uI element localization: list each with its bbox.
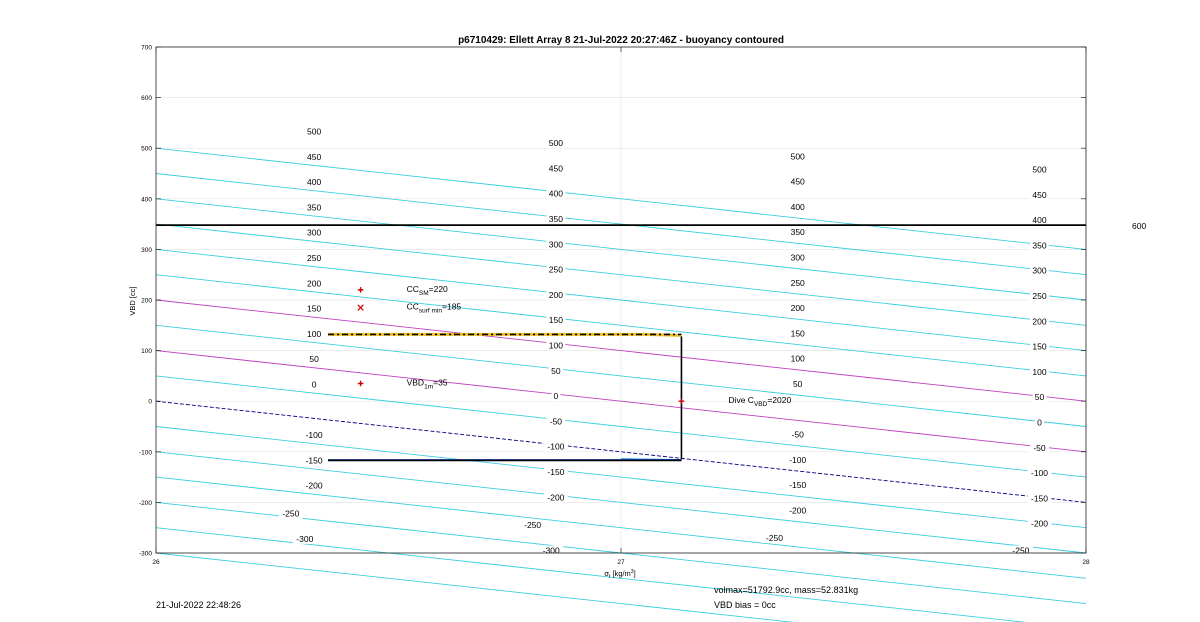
contour-label: 50 [1034,392,1045,403]
y-tick-label: -200 [138,499,152,507]
contour-label: 450 [790,176,805,187]
contour-label: -100 [547,441,565,452]
contour-label: 350 [548,214,563,225]
contour-label: -100 [305,430,323,441]
x-axis-label-main: σ [604,569,609,578]
marker-label: Dive $C_{VBD}=2020$ [728,395,792,409]
contour-label: 500 [548,138,563,149]
contour-label: 500 [1032,164,1047,175]
x-axis-label-units: [kg/m [612,569,631,578]
contour-label: 250 [548,264,563,275]
contour-label: 300 [548,239,563,250]
contour-label: 100 [790,353,805,364]
contour-label: 150 [790,328,805,339]
footer-timestamp: 21-Jul-2022 22:48:26 [156,600,242,610]
contour-label: 350 [1032,240,1047,251]
y-tick-label: 600 [141,95,152,103]
x-axis-label-units-end: ] [633,569,636,578]
footer-vbd-bias: VBD bias = 0cc [714,600,776,610]
y-tick-label: -300 [138,550,152,558]
contour-label: -50 [791,429,804,440]
contour-label: 100 [307,328,322,339]
footer-volmax: volmax=51792.9cc, mass=52.831kg [714,585,859,595]
x-tick-label: 26 [152,559,160,566]
contour-label: -300 [296,533,314,544]
series-line [328,334,681,335]
contour-label: 200 [1032,316,1047,327]
x-axis-label-units-sup: 3 [630,569,634,575]
contour-label: 50 [309,354,319,365]
contour-label: 200 [790,303,805,314]
contour-label: 400 [790,201,805,212]
axis-ticks [139,45,1090,567]
marker-plus [358,287,364,293]
contour-label: 450 [307,151,322,162]
x-tick-label: 27 [617,559,625,566]
contour-label: -250 [765,532,783,543]
contour-label: -250 [282,508,300,519]
contour-label: 450 [1032,189,1047,200]
y-tick-label: 300 [141,246,152,254]
contour-label: 500 [307,126,322,137]
marker-plus [358,381,364,387]
contour-label: 500 [790,151,805,162]
contour-label: 100 [1032,366,1047,377]
y-axis-label: VBD [cc] [128,286,137,316]
contour-label: 150 [307,303,322,314]
contour-labels [279,127,1052,556]
contour-label: 400 [307,177,322,188]
contour-label: 50 [792,378,803,389]
contour-label: -200 [789,505,807,516]
y-tick-label: 400 [141,196,152,204]
contour-label: 50 [551,365,561,376]
hline-label: 600 [1132,221,1147,232]
contour-label: 400 [548,188,563,199]
contour-label: -250 [524,520,542,531]
contour-label: 0 [553,391,559,402]
x-tick-label: 28 [1082,559,1090,566]
contour-label: 0 [1037,417,1042,428]
y-tick-label: 500 [141,145,152,153]
contour-label: -50 [549,416,563,427]
contour-label: -150 [789,480,807,491]
contour-label: 350 [307,202,322,213]
contour-label: 250 [1032,290,1047,301]
contour-label: -200 [547,492,565,503]
contour-label: 250 [790,277,805,288]
contour-label: -100 [789,454,807,465]
contour-label: -100 [1030,468,1049,479]
chart-title: p6710429: Ellett Array 8 21-Jul-2022 20:27:46Z - buoyancy contoured [458,35,784,46]
marker-label: $CC_{SM}=220$ [406,283,448,297]
y-tick-label: -100 [138,449,152,457]
contour-label: -150 [305,455,323,466]
y-tick-label: 700 [141,44,152,52]
contour-label: -300 [542,545,560,556]
contour-label: 200 [307,278,322,289]
y-tick-label: 100 [141,348,152,356]
contour-label: 150 [1032,341,1047,352]
contour-label: 150 [548,315,563,326]
contour-label: 450 [548,163,563,174]
contour-label: 300 [1032,265,1047,276]
y-tick-label: 0 [148,398,152,406]
marker-plus [679,398,685,404]
markers [358,284,792,408]
x-axis-label-sub: t [608,574,611,580]
contour-label: -200 [305,480,323,491]
contour-label: -250 [1012,545,1030,556]
y-tick-label: 200 [141,297,152,305]
contour-label: 400 [1032,215,1047,226]
contour-label: 250 [307,253,322,264]
contour-label: 300 [790,252,805,263]
contour-label: 200 [548,289,563,300]
marker-x [358,305,364,311]
contour-label: -200 [1030,518,1049,529]
contour-label: -150 [1030,493,1049,504]
marker-label: $CC_{surf min}=185$ [406,301,462,315]
contour-label: 350 [790,227,805,238]
contour-label: -50 [1033,442,1046,453]
contour-label: -150 [547,467,565,478]
contour-label: 100 [548,340,563,351]
marker-label: $VBD_{1m}=35$ [406,377,448,391]
contour-label: 0 [311,379,317,390]
contour-label: 300 [307,227,322,238]
